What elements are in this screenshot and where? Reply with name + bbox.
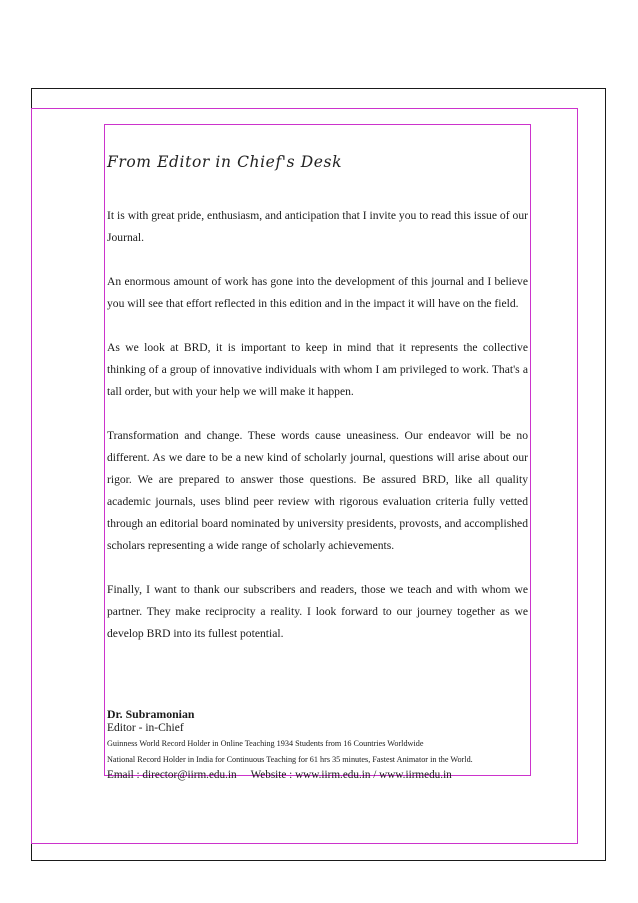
- signature-block: [107, 707, 530, 782]
- signature-record-guinness: Guinness World Record Holder in Online Teaching 1934 Students from 16 Countries Worldwide: [107, 739, 424, 748]
- editorial-paragraph-2: An enormous amount of work has gone into the development of this journal and I believe you will see that effort reflected in this edition and in the impact it will have on the field.: [107, 275, 528, 310]
- editorial-paragraph-4: Transformation and change. These words cause uneasiness. Our endeavor will be no different. As we dare to be a new kind of scholarly journal, questions will arise about our rigor. We are prepared to answer those questions. Be assured BRD, like all quality academic journals, uses blind peer review with rigorous evaluation criteria fully vetted through an editorial board nominated by university presidents, provosts, and accomplished scholars representing a wide range of scholarly achievements.: [107, 429, 528, 552]
- editorial-paragraph-5: Finally, I want to thank our subscribers and readers, those we teach and with whom we partner. They make reciprocity a reality. I look forward to our journey together as we develop BRD into its fullest potential.: [107, 583, 528, 640]
- signature-email[interactable]: Email : director@iirm.edu.in: [107, 769, 237, 781]
- editorial-paragraph-3: As we look at BRD, it is important to keep in mind that it represents the collective thinking of a group of innovative individuals with whom I am privileged to work. That's a tall order, but with your help we will make it happen.: [107, 341, 528, 398]
- signature-website[interactable]: Website : www.iirm.edu.in / www.iirmedu.in: [250, 769, 452, 781]
- signature-record-national: National Record Holder in India for Continuous Teaching for 61 hrs 35 minutes, Fastest Animator in the World.: [107, 755, 473, 764]
- editorial-body: [107, 205, 528, 667]
- editorial-paragraph-1: It is with great pride, enthusiasm, and anticipation that I invite you to read this issue of our Journal.: [107, 209, 528, 244]
- editorial-content-box: [104, 124, 531, 781]
- editorial-title: From Editor in Chief's Desk: [107, 153, 343, 171]
- signature-contact-line: [107, 768, 530, 782]
- signature-role: Editor - in-Chief: [107, 722, 184, 734]
- signature-name: Dr. Subramonian: [107, 707, 195, 721]
